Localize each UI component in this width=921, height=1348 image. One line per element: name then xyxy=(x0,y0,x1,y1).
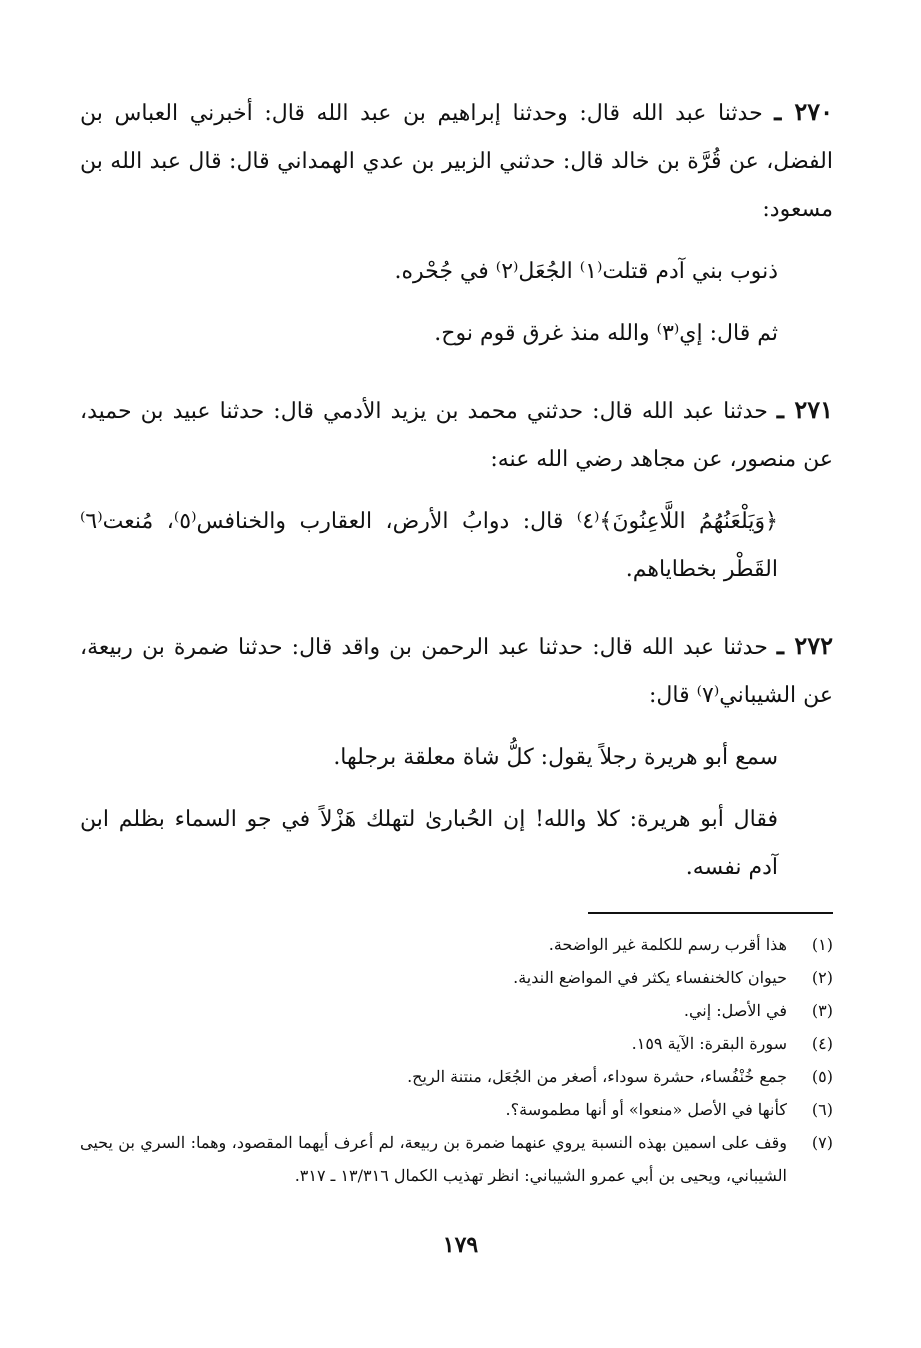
footnote-text: سورة البقرة: الآية ١٥٩. xyxy=(631,1034,787,1053)
footnote-number: (٧) xyxy=(811,1133,833,1152)
entry-272 xyxy=(80,622,833,892)
page-number: ١٧٩ xyxy=(442,1232,479,1258)
footnote-item xyxy=(80,994,833,1027)
footnote-number: (٤) xyxy=(811,1034,833,1053)
footnote-item xyxy=(80,1060,833,1093)
footnote-item xyxy=(80,1093,833,1126)
footnotes xyxy=(80,928,833,1192)
footnote-item xyxy=(80,928,833,961)
entry-number: ٢٧١ ـ xyxy=(776,395,834,424)
entry-line: ﴿وَيَلْعَنُهُمُ اللَّاعِنُونَ﴾⁽٤⁾ قال: دوابُ الأرض، العقارب والخنافس⁽٥⁾، مُنعت⁽٦⁾ القَطْر بخطاياهم. xyxy=(80,509,778,582)
footnote-item xyxy=(80,961,833,994)
entry-line: فقال أبو هريرة: كلا والله! إن الحُبارىٰ لتهلك هَزْلاً في جو السماء بظلم ابن آدم نفسه. xyxy=(80,807,778,880)
entry-intro: حدثنا عبد الله قال: حدثنا عبد الرحمن بن واقد قال: حدثنا ضمرة بن ربيعة، عن الشيباني⁽٧⁾ قال: xyxy=(80,635,833,708)
entry-number: ٢٧٠ ـ xyxy=(774,97,833,126)
footnote-text: جمع خُنْفُساء، حشرة سوداء، أصغر من الجُعَل، منتنة الريح. xyxy=(407,1067,787,1086)
footnote-text: كأنها في الأصل «منعوا» أو أنها مطموسة؟. xyxy=(505,1100,787,1119)
entry-line: ذنوب بني آدم قتلت⁽١⁾ الجُعَل⁽٢⁾ في جُحْره. xyxy=(394,259,778,284)
footnote-number: (٦) xyxy=(811,1100,833,1119)
footnote-text: حيوان كالخنفساء يكثر في المواضع الندية. xyxy=(513,968,787,987)
footnote-text: وقف على اسمين بهذه النسبة يروي عنهما ضمرة بن ربيعة، لم أعرف أيهما المقصود، وهما: السري بن يحيى الشيباني، ويحيى بن أبي عمرو الشيباني: انظر تهذيب الكمال ١٣/٣١٦ ـ ٣١٧. xyxy=(80,1133,787,1185)
footnote-item xyxy=(80,1027,833,1060)
footnote-number: (٥) xyxy=(811,1067,833,1086)
entry-line: ثم قال: إي⁽٣⁾ والله منذ غرق قوم نوح. xyxy=(434,321,778,346)
footnote-text: في الأصل: إني. xyxy=(683,1001,787,1020)
footnote-number: (٣) xyxy=(811,1001,833,1020)
entry-intro: حدثنا عبد الله قال: وحدثنا إبراهيم بن عبد الله قال: أخبرني العباس بن الفضل، عن قُرَّة بن خالد قال: حدثني الزبير بن عدي الهمداني قال: قال عبد الله بن مسعود: xyxy=(80,101,833,222)
footnote-text: هذا أقرب رسم للكلمة غير الواضحة. xyxy=(548,935,787,954)
entry-number: ٢٧٢ ـ xyxy=(776,631,833,660)
footnote-item xyxy=(80,1126,833,1192)
entry-intro: حدثنا عبد الله قال: حدثني محمد بن يزيد الأدمي قال: حدثنا عبيد بن حميد، عن منصور، عن مجاهد رضي الله عنه: xyxy=(80,399,833,472)
entry-271 xyxy=(80,386,833,594)
entry-270 xyxy=(80,88,833,358)
footnote-divider xyxy=(588,912,833,914)
entry-line: سمع أبو هريرة رجلاً يقول: كلُّ شاة معلقة برجلها. xyxy=(333,745,778,770)
footnote-number: (١) xyxy=(811,935,833,954)
footnote-number: (٢) xyxy=(811,968,833,987)
page-body xyxy=(80,88,833,892)
